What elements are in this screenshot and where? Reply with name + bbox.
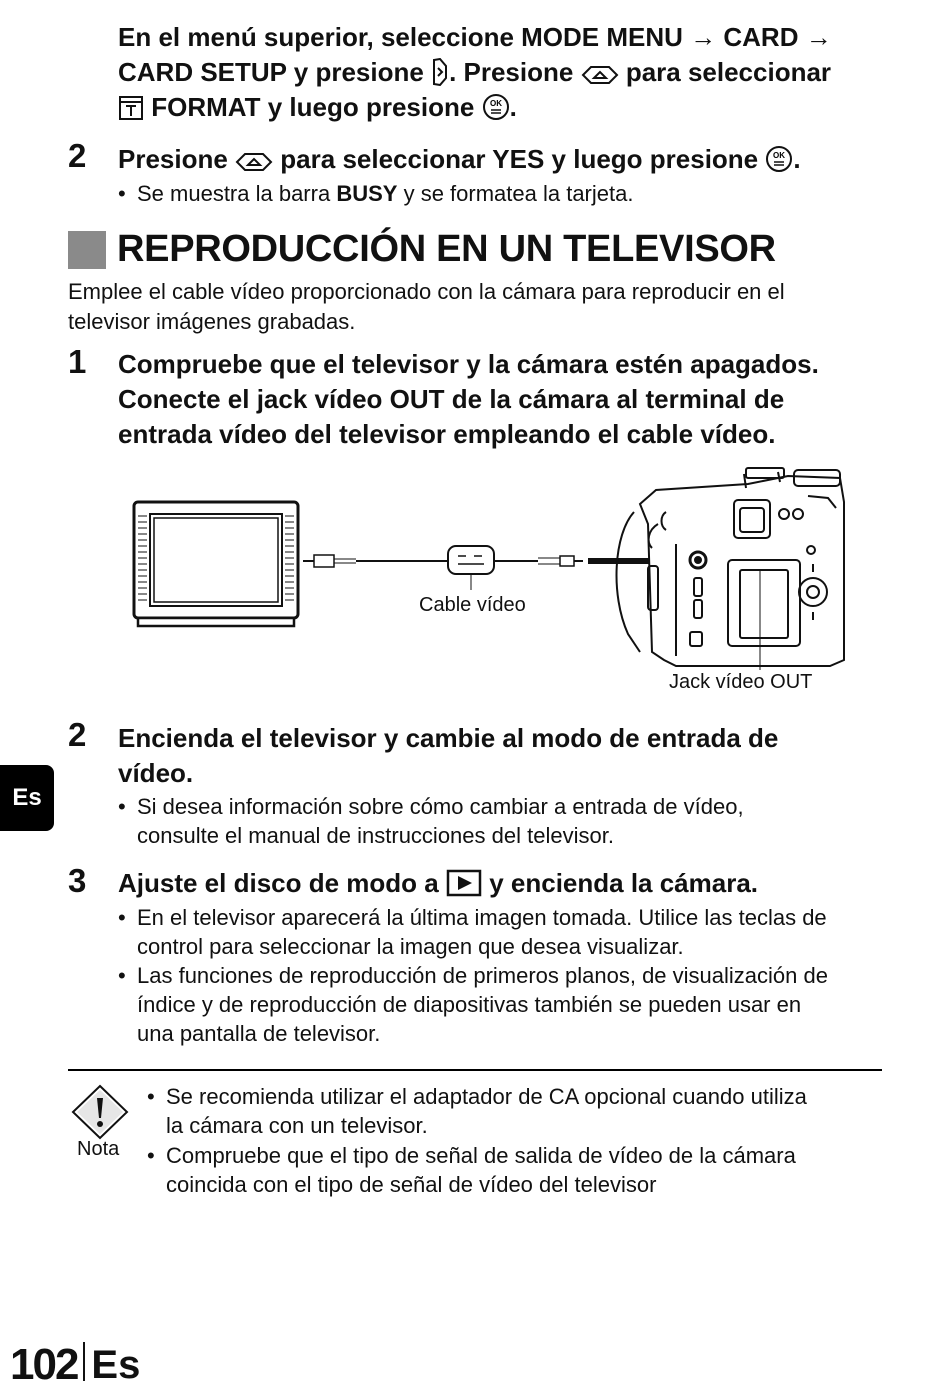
intro-line2: televisor imágenes grabadas.: [68, 309, 356, 334]
heading-square-marker: [68, 231, 106, 269]
format-step2-text: Presione para seleccionar YES y luego presione OK .: [118, 144, 801, 174]
step1-line1: Compruebe que el televisor y la cámara estén apagados.: [118, 349, 819, 379]
footer-language: Es: [91, 1343, 141, 1381]
video-cable-icon: [303, 546, 583, 590]
step-number: 2: [68, 716, 87, 753]
step2-bullet: • Si desea información sobre cómo cambiar a entrada de vídeo, consulte el manual de instrucciones del televisor.: [118, 794, 744, 848]
page-number: 102: [10, 1342, 78, 1381]
language-tab: Es: [0, 765, 54, 831]
bullet-dot: •: [118, 905, 126, 930]
step1-line3: entrada vídeo del televisor empleando el cable vídeo.: [118, 419, 776, 449]
arrow-pad-up-icon: [235, 151, 273, 173]
step3-text: Ajuste el disco de modo a y encienda la cámara.: [118, 868, 759, 898]
cable-label: Cable vídeo: [419, 594, 526, 616]
note-divider: [68, 1069, 882, 1071]
arrow-pad-up-icon: [581, 64, 619, 86]
note-bullet2: • Compruebe que el tipo de señal de salida de vídeo de la cámara coincida con el tipo de señal de vídeo del televisor: [147, 1143, 796, 1197]
svg-text:OK: OK: [773, 151, 786, 160]
step2-line2: vídeo.: [118, 758, 194, 788]
jack-label: Jack vídeo OUT: [669, 671, 813, 693]
section-title: REPRODUCCIÓN EN UN TELEVISOR: [117, 228, 776, 270]
tv-camera-connection-illustration: [128, 464, 858, 696]
bullet-dot: •: [147, 1084, 155, 1109]
warning-diamond-icon: [70, 1084, 130, 1140]
step1-text: [118, 347, 918, 452]
intro-line1: Emplee el cable vídeo proporcionado con la cámara para reproducir en el: [68, 279, 785, 304]
prev-step-line2: CARD SETUP y presione . Presione para seleccionar: [118, 57, 832, 87]
step-number: 1: [68, 343, 87, 380]
card-format-icon: [118, 95, 144, 121]
prev-step-line1: En el menú superior, seleccione MODE MENU → CARD →: [118, 22, 832, 52]
step2-line1: Encienda el televisor y cambie al modo de entrada de: [118, 723, 779, 753]
step1-line2: Conecte el jack vídeo OUT de la cámara al terminal de: [118, 384, 785, 414]
ok-button-icon: [765, 145, 793, 173]
arrow-pad-right-icon: [431, 58, 449, 86]
step-number: 3: [68, 862, 87, 899]
note-bullet1: • Se recomienda utilizar el adaptador de CA opcional cuando utiliza la cámara con un televisor.: [147, 1084, 807, 1138]
note-label: Nota: [77, 1138, 120, 1160]
bullet-dot: •: [118, 963, 126, 988]
format-step2-bullet: • Se muestra la barra BUSY y se formatea la tarjeta.: [118, 181, 634, 206]
bullet-dot: •: [118, 794, 126, 819]
footer-divider: [83, 1342, 85, 1381]
prev-step-text: [118, 20, 918, 125]
playback-mode-icon: [446, 869, 482, 897]
svg-text:OK: OK: [489, 99, 502, 108]
bullet-dot: •: [118, 181, 126, 206]
ok-button-icon: [482, 93, 510, 121]
step-number: 2: [68, 137, 87, 174]
television-icon: [134, 502, 298, 626]
page-footer: [10, 1342, 140, 1381]
bullet-dot: •: [147, 1143, 155, 1168]
prev-step-line3: FORMAT y luego presione OK .: [118, 90, 918, 125]
step3-bullet1: • En el televisor aparecerá la última imagen tomada. Utilice las teclas de control para seleccionar la imagen que desea visualizar.: [118, 905, 827, 959]
step3-bullet2: • Las funciones de reproducción de primeros planos, de visualización de índice y de reproducción de diapositivas también se pueden usar en una pantalla de televisor.: [118, 963, 828, 1046]
step2-text: [118, 721, 918, 791]
section-heading: [68, 228, 776, 271]
camera-icon: [617, 468, 844, 670]
section-intro: [68, 277, 898, 337]
